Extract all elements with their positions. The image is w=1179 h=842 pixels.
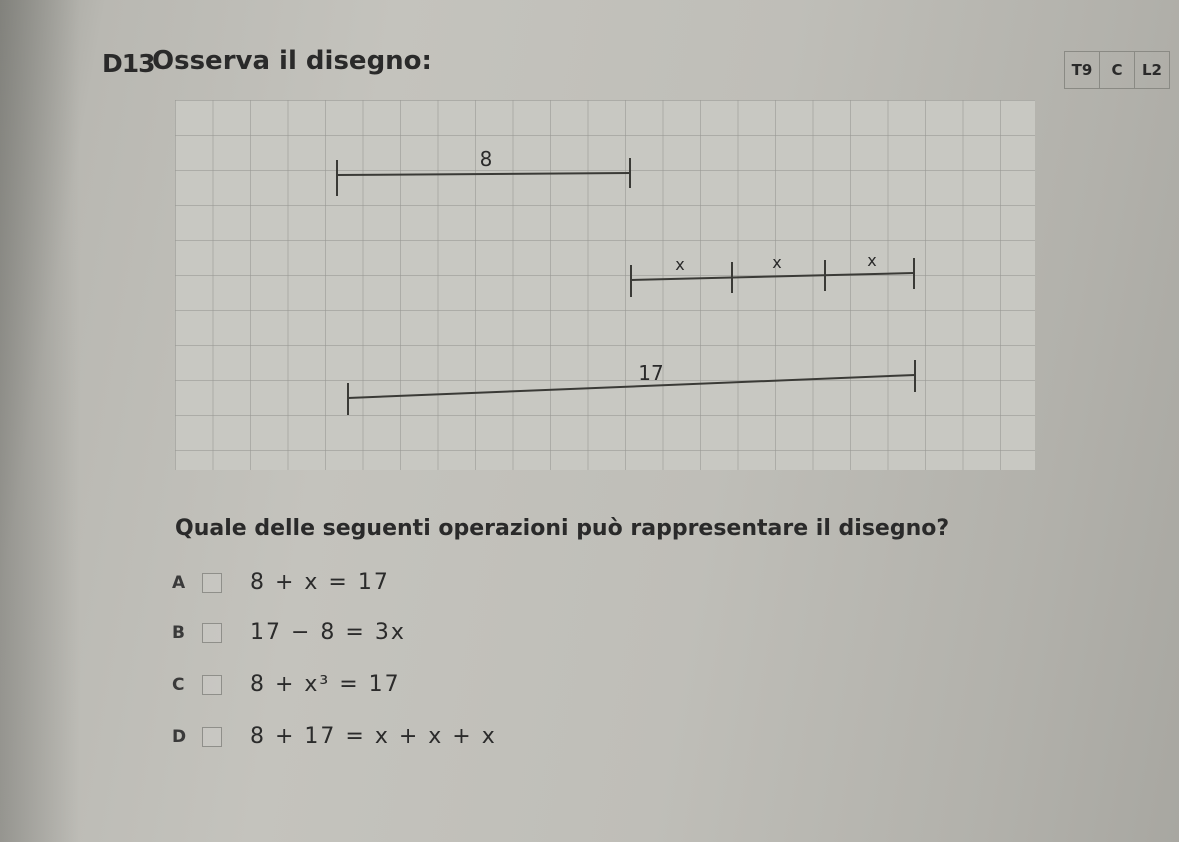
option-checkbox[interactable] (202, 727, 222, 747)
option-letter: B (172, 622, 185, 643)
label-x-3: x (867, 251, 877, 270)
tag-competence: T9 (1071, 61, 1093, 79)
option-d[interactable] (172, 724, 497, 749)
label-17: 17 (638, 361, 664, 385)
label-x-2: x (772, 253, 782, 272)
option-expression: 8 + x³ = 17 (250, 672, 401, 697)
question-prompt: Quale delle seguenti operazioni può rappresentare il disegno? (175, 516, 950, 541)
label-x-1: x (675, 255, 685, 274)
option-expression: 8 + 17 = x + x + x (250, 724, 497, 749)
option-expression: 17 − 8 = 3x (250, 620, 406, 645)
option-letter: C (172, 674, 185, 695)
option-c[interactable] (172, 672, 401, 697)
option-checkbox[interactable] (202, 675, 222, 695)
segment-17 (348, 375, 915, 398)
option-checkbox[interactable] (202, 573, 222, 593)
label-8: 8 (479, 147, 493, 171)
segment-8 (337, 173, 630, 175)
option-b[interactable] (172, 620, 406, 645)
question-number: D13 (102, 49, 155, 78)
option-checkbox[interactable] (202, 623, 222, 643)
option-letter: D (172, 726, 187, 747)
option-expression: 8 + x = 17 (250, 570, 390, 595)
option-letter: A (172, 572, 186, 593)
question-title: Osserva il disegno: (152, 46, 432, 76)
tag-level: L2 (1134, 52, 1169, 88)
tag-type: C (1099, 52, 1134, 88)
option-a[interactable] (172, 570, 390, 595)
segment-3x (631, 273, 914, 280)
